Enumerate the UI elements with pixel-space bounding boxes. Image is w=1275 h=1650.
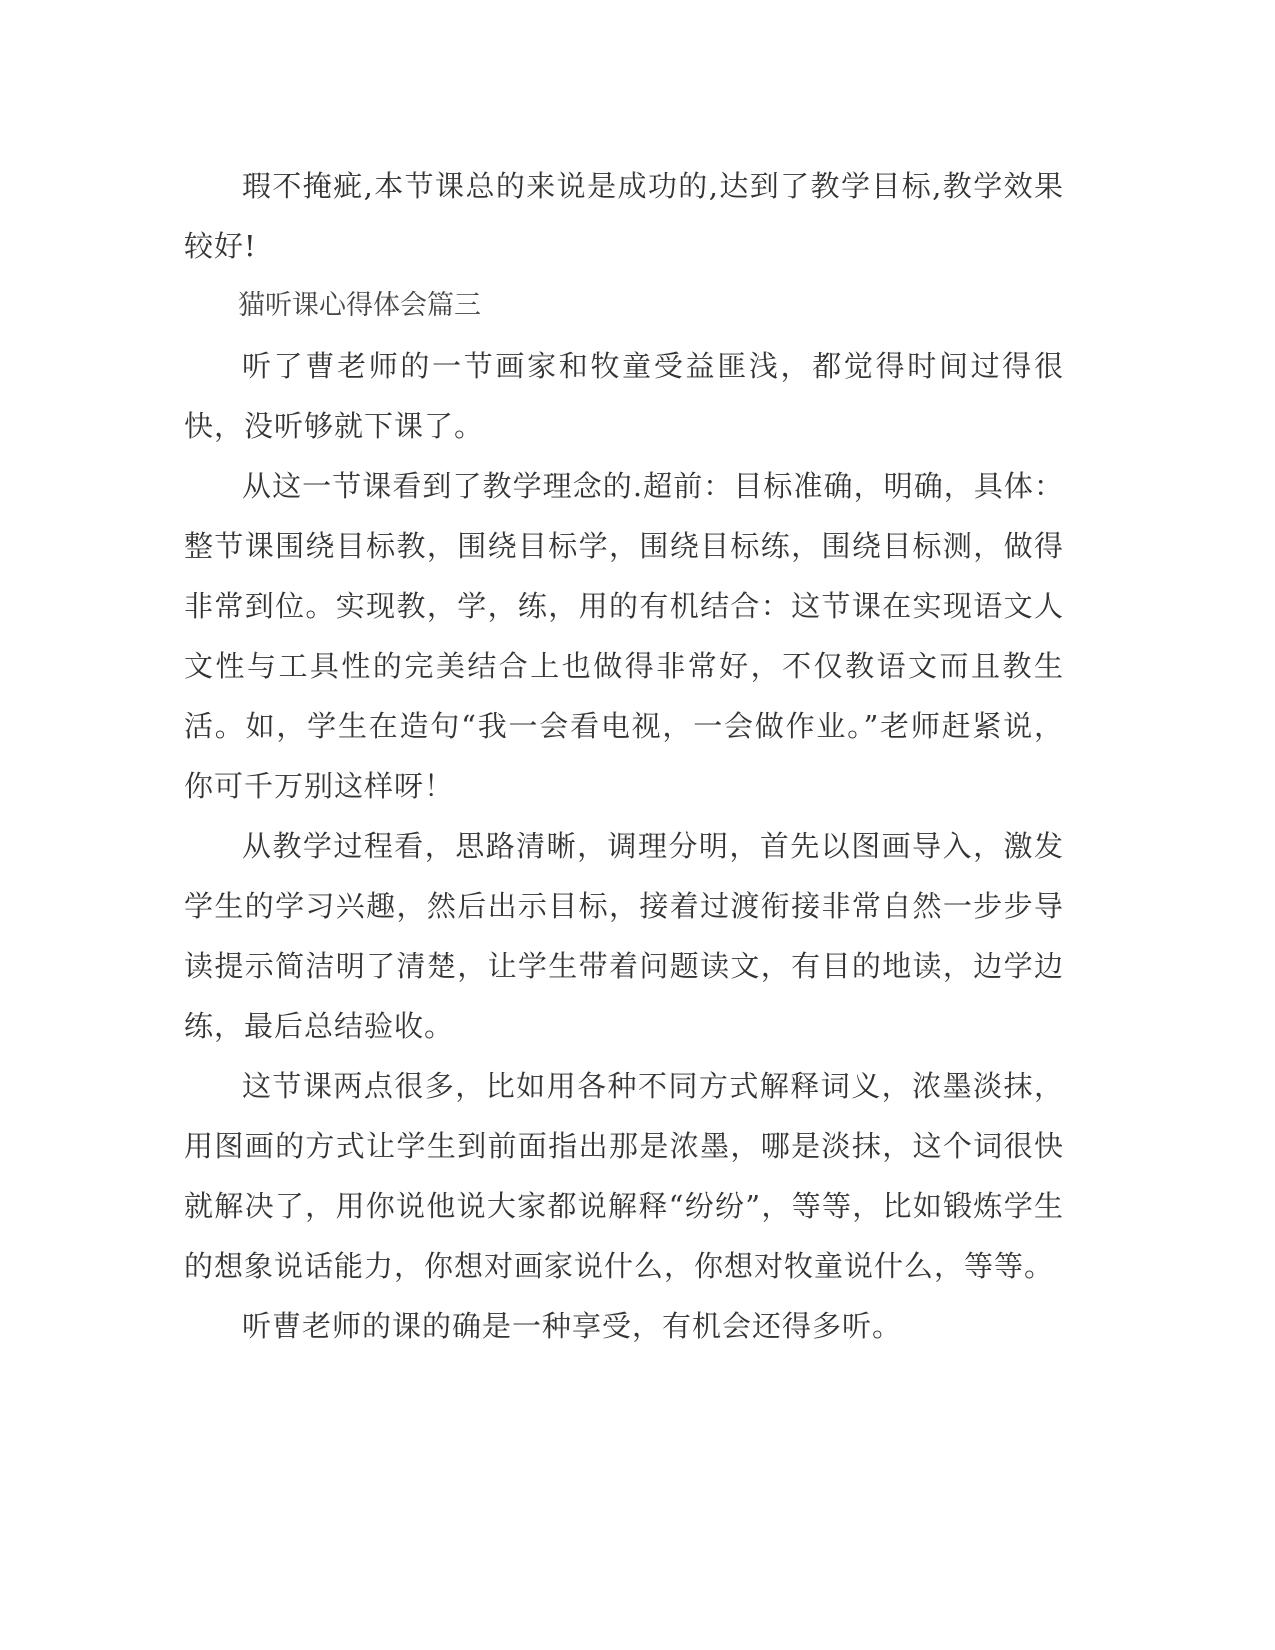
paragraph-intro: 听了曹老师的一节画家和牧童受益匪浅，都觉得时间过得很快，没听够就下课了。	[184, 349, 1064, 443]
paragraph-teaching-process: 从教学过程看，思路清晰，调理分明，首先以图画导入，激发学生的学习兴趣，然后出示目标，接着过渡衔接非常自然一步步导读提示简洁明了清楚，让学生带着问题读文，有目的地读，边学边练，最后总结验收。	[184, 829, 1064, 1043]
paragraph-conclusion: 瑕不掩疵,本节课总的来说是成功的,达到了教学目标,教学效果较好!	[184, 169, 1064, 263]
section-heading: 猫听课心得体会篇三	[238, 290, 481, 321]
paragraph-highlights: 这节课两点很多，比如用各种不同方式解释词义，浓墨淡抹，用图画的方式让学生到前面指出那是浓墨，哪是淡抹，这个词很快就解决了，用你说他说大家都说解释“纷纷”，等等，比如锻炼学生的想象说话能力，你想对画家说什么，你想对牧童说什么，等等。	[184, 1069, 1064, 1283]
document-body	[184, 156, 1064, 1356]
paragraph-closing: 听曹老师的课的确是一种享受，有机会还得多听。	[242, 1309, 903, 1343]
paragraph-teaching-concept: 从这一节课看到了教学理念的.超前：目标准确，明确，具体：整节课围绕目标教，围绕目标学，围绕目标练，围绕目标测，做得非常到位。实现教，学，练，用的有机结合：这节课在实现语文人文性与工具性的完美结合上也做得非常好，不仅教语文而且教生活。如，学生在造句“我一会看电视，一会做作业。”老师赶紧说，你可千万别这样呀！	[184, 469, 1064, 803]
